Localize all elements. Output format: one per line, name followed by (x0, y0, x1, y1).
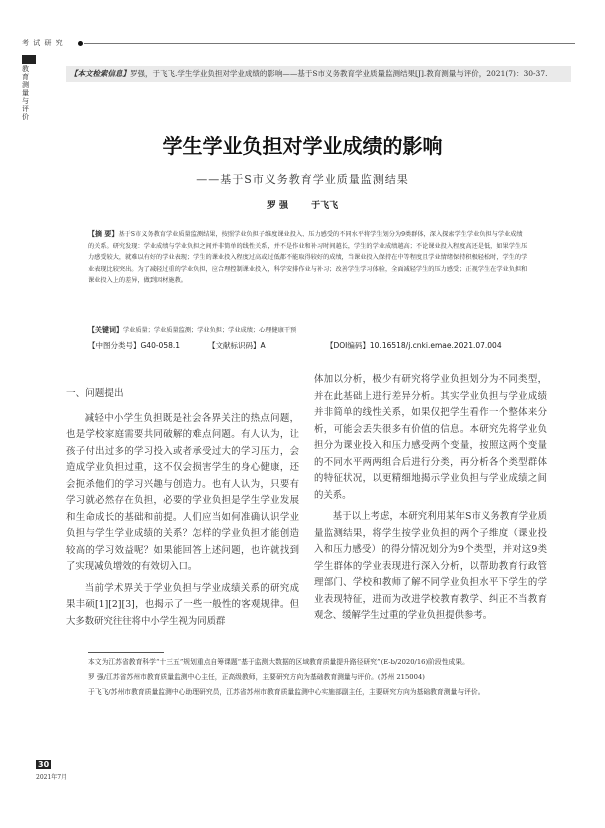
keywords-text: 学业质量；学业质量监测；学业负担；学业成绩；心理健康干预 (123, 327, 297, 334)
issue-date: 2021年7月 (36, 774, 68, 781)
body-column-right (314, 372, 547, 630)
section-label: 考 试 研 究 (22, 39, 64, 47)
side-tab-block (22, 55, 36, 64)
citation-text: 罗强，于飞飞.学生学业负担对学业成绩的影响——基于S市义务教育学业质量监测结果[J].教育测量与评价，2021(7)：30-37. (130, 69, 548, 78)
side-label: 教育测量与评价 (22, 65, 29, 121)
body-column-left (66, 386, 299, 635)
footnote-rule (88, 652, 164, 653)
abstract-label: 【摘 要】 (88, 229, 119, 238)
article-title: 学生学业负担对学业成绩的影响 (162, 134, 443, 158)
keywords-label: 【关键词】 (88, 325, 123, 334)
authors (0, 198, 605, 211)
classification-line (88, 340, 538, 351)
footnote-author: 罗 强/江苏省苏州市教育质量监测中心主任，正高级教师，主要研究方向为基础教育测量与评价。(苏州 215004) (88, 673, 425, 681)
bullet-icon (78, 41, 83, 46)
header-rule (84, 43, 575, 44)
footnote-funding: 本文为江苏省教育科学“十三五”规划重点自筹课题“基于监测大数据的区域教育质量提升路径研究”(E-b/2020/16)阶段性成果。 (88, 658, 469, 666)
running-header (22, 38, 575, 52)
doi-code: 【DOI编码】10.16518/j.cnki.emae.2021.07.004 (326, 341, 502, 350)
body-paragraph: 体加以分析，极少有研究将学业负担划分为不同类型，并在此基础上进行差异分析。其实学业负担与学业成绩并非简单的线性关系，如果仅把学生看作一个整体来分析，可能会丢失很多有价值的信息。本研究先将学业负担分为课业投入和压力感受两个变量，按照这两个变量的不同水平两两组合后进行分类，再分析各个类型群体的特征状况，以更精细地揭示学业负担与学业成绩之间的关系。 (314, 374, 547, 501)
section-heading: 一、问题提出 (66, 388, 124, 399)
footnotes (88, 656, 548, 701)
page-number: 30 (38, 760, 50, 769)
abstract (88, 228, 528, 287)
citation-tag: 【本文检索信息】 (70, 69, 130, 78)
abstract-text: 基于S市义务教育学业质量监测结果，按照学业负担子维度课业投入、压力感受的不同水平将学生划分为9类群体，深入探索学生学业负担与学业成绩的关系。研究发现：学业成绩与学业负担之间并非简单的线性关系，并不是作业和补习时间越长，学生的学业成绩越高；不论课业投入程度高还是低，如果学生压力感受较大，就难以有好的学业表现；学生的课业投入程度过高或过低都不能取得较好的成绩，当课业投入保持在中等程度且学业情绪保持积极轻松时，学生的学业表现比较突出。为了减轻过重的学业负担，应合理控制课业投入，科学安排作业与补习；改善学生学习体验，全面减轻学生的压力感受；正视学生在学业负担和课业投入上的差异，做到因材施教。 (88, 231, 528, 285)
document-code: 【文献标识码】A (208, 341, 266, 350)
journal-side-tab (22, 55, 36, 121)
author-name: 罗 强 (266, 201, 288, 211)
clc-code: 【中图分类号】G40-058.1 (88, 341, 181, 350)
body-paragraph: 当前学术界关于学业负担与学业成绩关系的研究成果丰硕[1][2][3]，也揭示了一些一般性的客观规律。但大多数研究往往将中小学生视为同质群 (66, 582, 299, 627)
author-name: 于飞飞 (311, 201, 339, 211)
body-paragraph: 基于以上考虑，本研究利用某年S市义务教育学业质量监测结果，将学生按学业负担的两个子维度（课业投入和压力感受）的得分情况划分为9个类型，并对这9类学生群体的学业表现进行深入分析，以帮助教育行政管理部门、学校和教师了解不同学业负担水平下学生的学业表现特征，进而为改进学校教育教学、纠正不当教育观念、缓解学生过重的学业负担提供参考。 (314, 511, 547, 621)
citation-box (66, 66, 571, 82)
article-subtitle: ——基于S市义务教育学业质量监测结果 (196, 173, 409, 186)
keywords (88, 324, 528, 336)
footnote-author: 于飞飞/苏州市教育质量监测中心助理研究员，江苏省苏州市教育质量监测中心实施部副主任，主要研究方向为基础教育测量与评价。 (88, 688, 485, 696)
body-paragraph: 减轻中小学生负担既是社会各界关注的热点问题，也是学校家庭需要共同破解的难点问题。有人认为，让孩子付出过多的学习投入或者承受过大的学习压力，会造成学业负担过重，这不仅会损害学生的身心健康，还会扼杀他们的学习兴趣与创造力。也有人认为，只要有学习就必然存在负担，必要的学业负担是学生学业发展和生命成长的基础和前提。人们应当如何准确认识学业负担与学生学业成绩的关系？怎样的学业负担才能创造较高的学习效益呢？如果能回答上述问题，也许就找到了实现减负增效的有效切入口。 (66, 412, 299, 572)
